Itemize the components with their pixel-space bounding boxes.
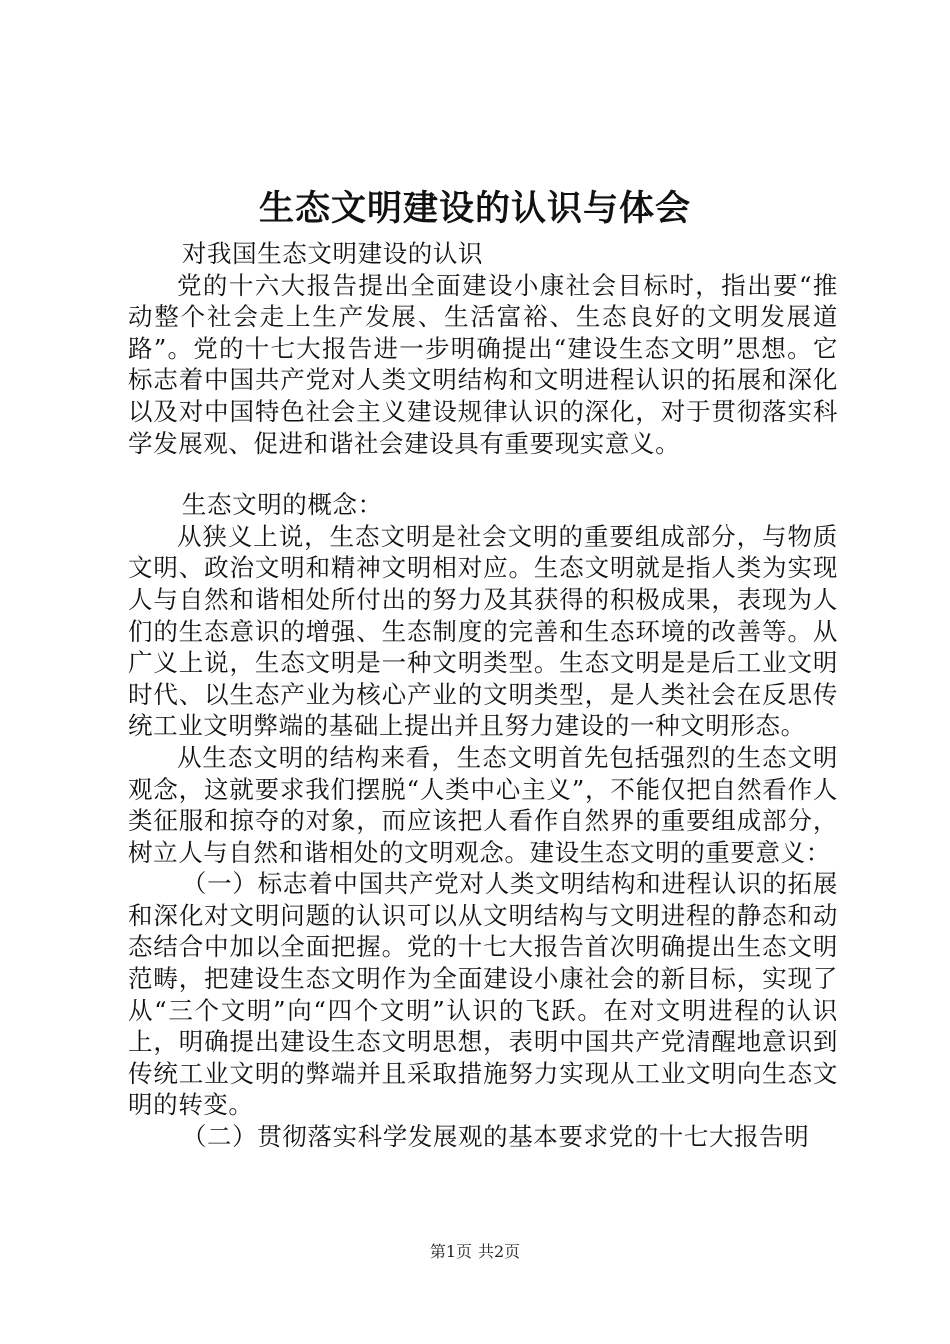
- page-footer: [0, 1240, 950, 1264]
- page-total: 共2页: [478, 1242, 521, 1261]
- paragraph: （二）贯彻落实科学发展观的基本要求党的十七大报告明: [181, 1122, 810, 1152]
- page-number: 第1页: [429, 1242, 472, 1261]
- section-heading: 生态文明的概念：: [181, 490, 383, 520]
- paragraph: （一）标志着中国共产党对人类文明结构和进程认识的拓展和深化对文明问题的认识可以从文明结构与文明进程的静态和动态结合中加以全面把握。党的十七大报告首次明确提出生态文明范畴，把建设生态文明作为全面建设小康社会的新目标，实现了从“三个文明”向“四个文明”认识的飞跃。在对文明进程的认识上，明确提出建设生态文明思想，表明中国共产党清醒地意识到传统工业文明的弊端并且采取措施努力实现从工业文明向生态文明的转变。: [128, 869, 838, 1120]
- document-title: 生态文明建设的认识与体会: [258, 189, 691, 229]
- paragraph: 党的十六大报告提出全面建设小康社会目标时，指出要“推动整个社会走上生产发展、生活富裕、生态良好的文明发展道路”。党的十七大报告进一步明确提出“建设生态文明”思想。它标志着中国共产党对人类文明结构和文明进程认识的拓展和深化以及对中国特色社会主义建设规律认识的深化，对于贯彻落实科学发展观、促进和谐社会建设具有重要现实意义。: [128, 270, 838, 458]
- paragraph: 从生态文明的结构来看，生态文明首先包括强烈的生态文明观念，这就要求我们摆脱“人类中心主义”，不能仅把自然看作人类征服和掠夺的对象，而应该把人看作自然界的重要组成部分，树立人与自然和谐相处的文明观念。建设生态文明的重要意义：: [128, 742, 838, 867]
- section-heading: 对我国生态文明建设的认识: [181, 239, 484, 268]
- document-body: [128, 238, 838, 1153]
- paragraph: 从狭义上说，生态文明是社会文明的重要组成部分，与物质文明、政治文明和精神文明相对应。生态文明就是指人类为实现人与自然和谐相处所付出的努力及其获得的积极成果，表现为人们的生态意识的增强、生态制度的完善和生态环境的改善等。从广义上说，生态文明是一种文明类型。生态文明是是后工业文明时代、以生态产业为核心产业的文明类型，是人类社会在反思传统工业文明弊端的基础上提出并且努力建设的一种文明形态。: [128, 521, 838, 741]
- paragraph-spacer: [128, 459, 838, 489]
